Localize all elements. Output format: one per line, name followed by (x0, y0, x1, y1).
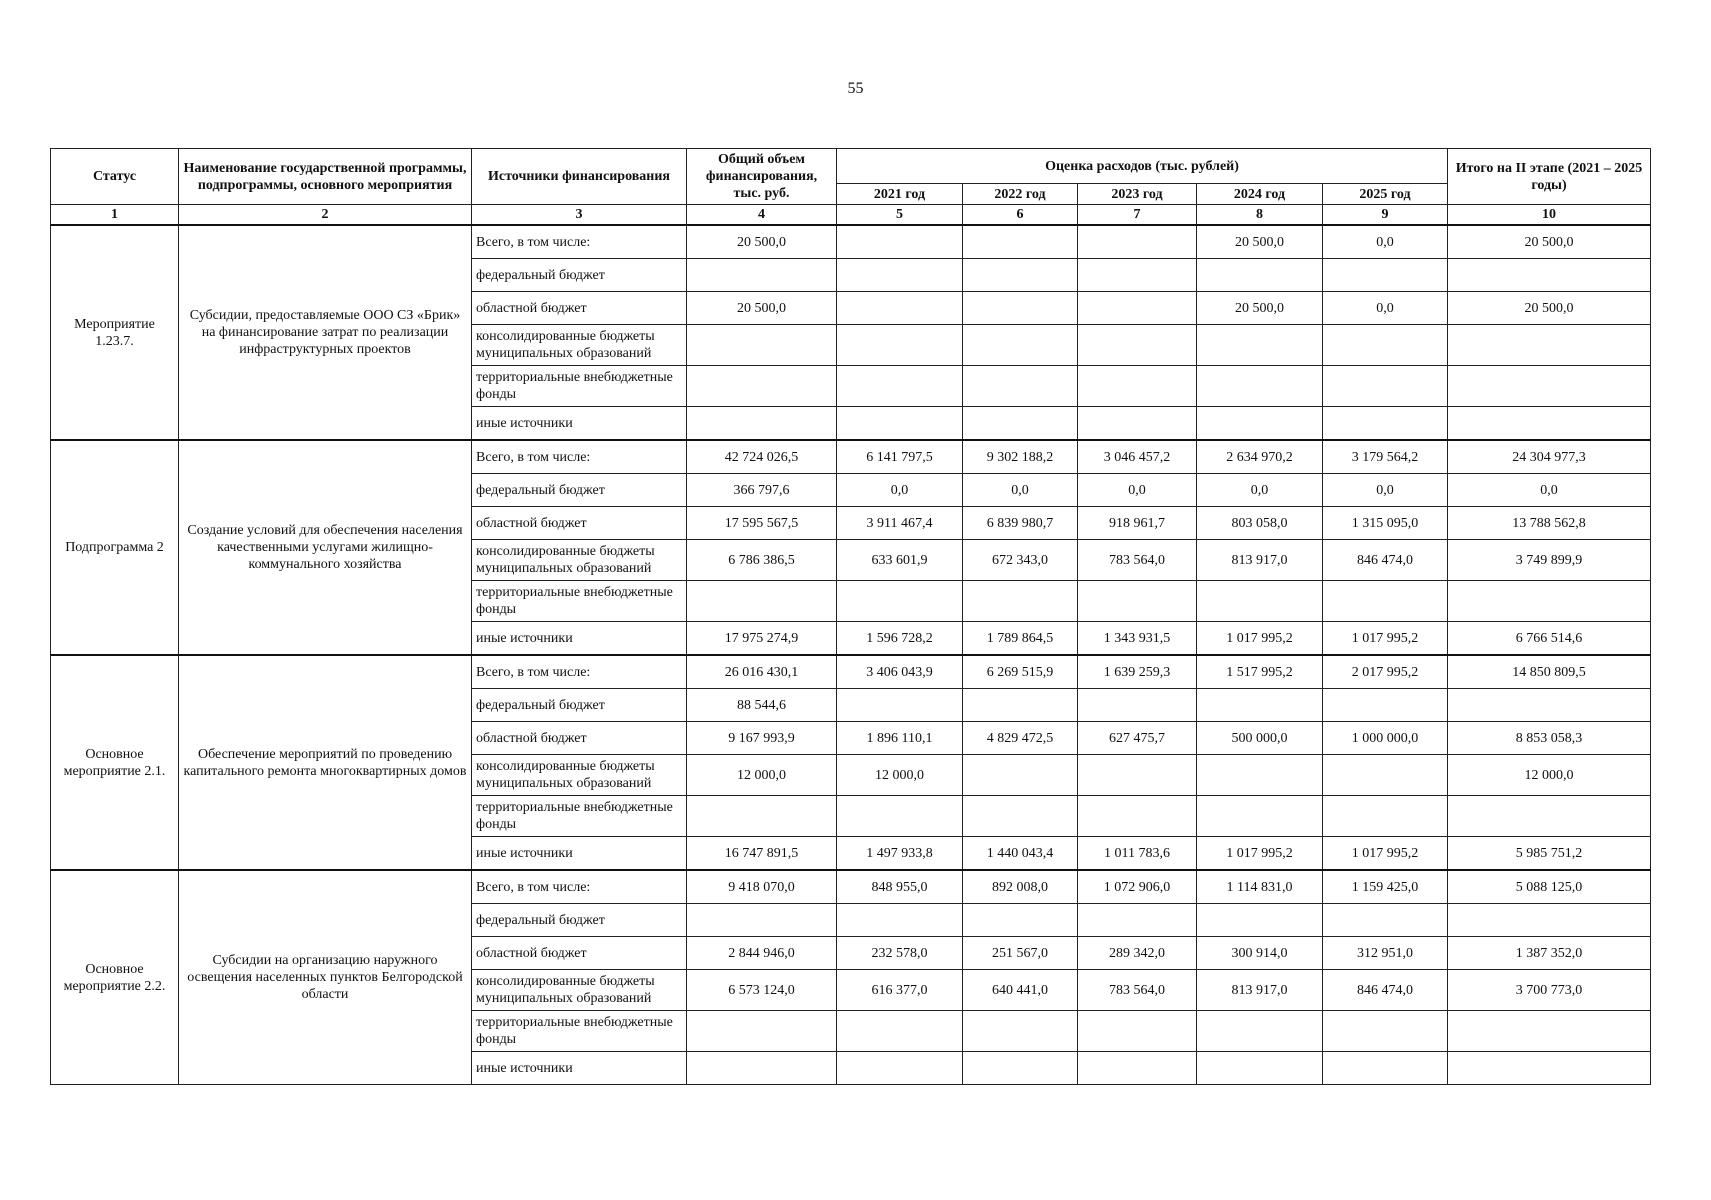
value-cell: 0,0 (1323, 474, 1448, 507)
header-year: 2024 год (1197, 184, 1323, 205)
value-cell: 42 724 026,5 (687, 440, 837, 474)
value-cell: 6 573 124,0 (687, 970, 837, 1011)
value-cell (837, 689, 963, 722)
status-cell: Мероприятие 1.23.7. (51, 225, 179, 440)
value-cell (1323, 366, 1448, 407)
program-name-cell: Обеспечение мероприятий по проведению капитального ремонта многоквартирных домов (179, 655, 472, 870)
value-cell: 627 475,7 (1078, 722, 1197, 755)
value-cell: 640 441,0 (963, 970, 1078, 1011)
value-cell (963, 259, 1078, 292)
value-cell: 1 000 000,0 (1323, 722, 1448, 755)
value-cell: 17 975 274,9 (687, 622, 837, 656)
value-cell (837, 366, 963, 407)
value-cell (1078, 1052, 1197, 1085)
value-cell (963, 904, 1078, 937)
value-cell: 17 595 567,5 (687, 507, 837, 540)
value-cell (963, 1011, 1078, 1052)
value-cell (837, 1052, 963, 1085)
value-cell: 813 917,0 (1197, 970, 1323, 1011)
value-cell (687, 1011, 837, 1052)
value-cell (837, 904, 963, 937)
header-year: 2021 год (837, 184, 963, 205)
header-year: 2023 год (1078, 184, 1197, 205)
value-cell: 0,0 (1323, 225, 1448, 259)
value-cell: 0,0 (837, 474, 963, 507)
value-cell: 13 788 562,8 (1448, 507, 1651, 540)
value-cell (1078, 581, 1197, 622)
value-cell: 20 500,0 (1197, 225, 1323, 259)
value-cell: 5 985 751,2 (1448, 837, 1651, 871)
funding-source-cell: Всего, в том числе: (472, 870, 687, 904)
column-number: 9 (1323, 205, 1448, 226)
funding-source-cell: Всего, в том числе: (472, 655, 687, 689)
value-cell: 12 000,0 (687, 755, 837, 796)
funding-source-cell: иные источники (472, 1052, 687, 1085)
value-cell: 0,0 (1323, 292, 1448, 325)
funding-source-cell: иные источники (472, 837, 687, 871)
value-cell: 846 474,0 (1323, 540, 1448, 581)
value-cell (1448, 1052, 1651, 1085)
value-cell (1197, 1052, 1323, 1085)
funding-source-cell: консолидированные бюджеты муниципальных образований (472, 970, 687, 1011)
funding-source-cell: иные источники (472, 407, 687, 441)
value-cell: 251 567,0 (963, 937, 1078, 970)
value-cell (1448, 366, 1651, 407)
value-cell: 6 141 797,5 (837, 440, 963, 474)
value-cell (1323, 904, 1448, 937)
value-cell: 20 500,0 (1448, 292, 1651, 325)
funding-source-cell: Всего, в том числе: (472, 440, 687, 474)
funding-source-cell: Всего, в том числе: (472, 225, 687, 259)
value-cell: 20 500,0 (687, 225, 837, 259)
value-cell: 4 829 472,5 (963, 722, 1078, 755)
value-cell: 300 914,0 (1197, 937, 1323, 970)
value-cell (963, 225, 1078, 259)
value-cell: 1 011 783,6 (1078, 837, 1197, 871)
value-cell (687, 581, 837, 622)
funding-source-cell: консолидированные бюджеты муниципальных образований (472, 540, 687, 581)
value-cell (963, 689, 1078, 722)
value-cell: 1 017 995,2 (1323, 622, 1448, 656)
value-cell (963, 407, 1078, 441)
header-stage-total: Итого на II этапе (2021 – 2025 годы) (1448, 149, 1651, 205)
value-cell: 1 896 110,1 (837, 722, 963, 755)
value-cell (1197, 407, 1323, 441)
value-cell: 500 000,0 (1197, 722, 1323, 755)
value-cell (1448, 904, 1651, 937)
value-cell: 1 017 995,2 (1197, 622, 1323, 656)
value-cell: 2 634 970,2 (1197, 440, 1323, 474)
column-number: 8 (1197, 205, 1323, 226)
section-block (51, 440, 1651, 655)
value-cell (963, 1052, 1078, 1085)
value-cell: 232 578,0 (837, 937, 963, 970)
column-number: 3 (472, 205, 687, 226)
value-cell (837, 407, 963, 441)
value-cell: 1 789 864,5 (963, 622, 1078, 656)
value-cell (963, 292, 1078, 325)
funding-source-cell: территориальные внебюджетные фонды (472, 1011, 687, 1052)
value-cell (687, 259, 837, 292)
value-cell (687, 1052, 837, 1085)
value-cell: 3 700 773,0 (1448, 970, 1651, 1011)
section-block (51, 870, 1651, 1085)
value-cell (1323, 1052, 1448, 1085)
value-cell: 26 016 430,1 (687, 655, 837, 689)
status-cell: Основное мероприятие 2.1. (51, 655, 179, 870)
value-cell (1078, 755, 1197, 796)
value-cell: 1 387 352,0 (1448, 937, 1651, 970)
value-cell (837, 292, 963, 325)
value-cell (1078, 1011, 1197, 1052)
value-cell: 289 342,0 (1078, 937, 1197, 970)
value-cell: 9 418 070,0 (687, 870, 837, 904)
value-cell: 2 017 995,2 (1323, 655, 1448, 689)
value-cell: 846 474,0 (1323, 970, 1448, 1011)
value-cell: 0,0 (1197, 474, 1323, 507)
value-cell (837, 259, 963, 292)
value-cell (1078, 904, 1197, 937)
value-cell (1197, 796, 1323, 837)
value-cell (837, 1011, 963, 1052)
value-cell (1448, 581, 1651, 622)
column-number: 7 (1078, 205, 1197, 226)
value-cell: 892 008,0 (963, 870, 1078, 904)
column-number: 4 (687, 205, 837, 226)
value-cell: 8 853 058,3 (1448, 722, 1651, 755)
value-cell (1448, 325, 1651, 366)
value-cell: 3 046 457,2 (1078, 440, 1197, 474)
value-cell (1197, 689, 1323, 722)
value-cell: 0,0 (963, 474, 1078, 507)
value-cell: 12 000,0 (1448, 755, 1651, 796)
value-cell (1078, 796, 1197, 837)
value-cell: 1 072 906,0 (1078, 870, 1197, 904)
value-cell: 1 017 995,2 (1323, 837, 1448, 871)
status-cell: Подпрограмма 2 (51, 440, 179, 655)
status-cell: Основное мероприятие 2.2. (51, 870, 179, 1085)
value-cell: 2 844 946,0 (687, 937, 837, 970)
value-cell (1078, 292, 1197, 325)
value-cell (687, 325, 837, 366)
funding-source-cell: территориальные внебюджетные фонды (472, 581, 687, 622)
value-cell (1448, 1011, 1651, 1052)
value-cell: 783 564,0 (1078, 970, 1197, 1011)
program-name-cell: Субсидии на организацию наружного освещения населенных пунктов Белгородской области (179, 870, 472, 1085)
value-cell: 20 500,0 (1197, 292, 1323, 325)
value-cell (1448, 796, 1651, 837)
funding-source-cell: иные источники (472, 622, 687, 656)
value-cell (963, 325, 1078, 366)
value-cell: 20 500,0 (1448, 225, 1651, 259)
funding-source-cell: консолидированные бюджеты муниципальных образований (472, 325, 687, 366)
value-cell (1448, 407, 1651, 441)
value-cell (1197, 581, 1323, 622)
header-year: 2022 год (963, 184, 1078, 205)
value-cell: 1 517 995,2 (1197, 655, 1323, 689)
value-cell (1197, 904, 1323, 937)
value-cell: 848 955,0 (837, 870, 963, 904)
value-cell: 3 911 467,4 (837, 507, 963, 540)
value-cell (1078, 259, 1197, 292)
value-cell: 312 951,0 (1323, 937, 1448, 970)
funding-source-cell: территориальные внебюджетные фонды (472, 796, 687, 837)
value-cell: 9 302 188,2 (963, 440, 1078, 474)
table-row (51, 655, 1651, 689)
value-cell (1323, 581, 1448, 622)
value-cell (963, 755, 1078, 796)
page-number: 55 (847, 80, 864, 97)
value-cell: 0,0 (1078, 474, 1197, 507)
header-total: Общий объем финансирования, тыс. руб. (687, 149, 837, 205)
value-cell: 6 766 514,6 (1448, 622, 1651, 656)
value-cell (963, 796, 1078, 837)
value-cell: 6 786 386,5 (687, 540, 837, 581)
column-number-row (51, 205, 1651, 226)
value-cell: 1 114 831,0 (1197, 870, 1323, 904)
value-cell: 3 749 899,9 (1448, 540, 1651, 581)
value-cell: 783 564,0 (1078, 540, 1197, 581)
value-cell (837, 796, 963, 837)
value-cell: 813 917,0 (1197, 540, 1323, 581)
section-block (51, 655, 1651, 870)
table-row (51, 225, 1651, 259)
value-cell: 1 343 931,5 (1078, 622, 1197, 656)
value-cell (1078, 407, 1197, 441)
header-estimate: Оценка расходов (тыс. рублей) (837, 149, 1448, 184)
section-block (51, 225, 1651, 440)
funding-source-cell: областной бюджет (472, 937, 687, 970)
funding-source-cell: федеральный бюджет (472, 474, 687, 507)
table-row (51, 440, 1651, 474)
value-cell: 3 406 043,9 (837, 655, 963, 689)
value-cell (1323, 407, 1448, 441)
value-cell: 1 017 995,2 (1197, 837, 1323, 871)
header-year: 2025 год (1323, 184, 1448, 205)
program-name-cell: Субсидии, предоставляемые ООО СЗ «Брик» на финансирование затрат по реализации инфраструктурных проектов (179, 225, 472, 440)
header-status: Статус (51, 149, 179, 205)
value-cell: 1 639 259,3 (1078, 655, 1197, 689)
header-name: Наименование государственной программы, подпрограммы, основного мероприятия (179, 149, 472, 205)
column-number: 5 (837, 205, 963, 226)
value-cell (1323, 1011, 1448, 1052)
value-cell: 6 839 980,7 (963, 507, 1078, 540)
funding-source-cell: федеральный бюджет (472, 904, 687, 937)
value-cell (687, 904, 837, 937)
value-cell: 1 440 043,4 (963, 837, 1078, 871)
value-cell: 24 304 977,3 (1448, 440, 1651, 474)
value-cell (1197, 755, 1323, 796)
funding-source-cell: областной бюджет (472, 722, 687, 755)
value-cell: 3 179 564,2 (1323, 440, 1448, 474)
value-cell (963, 366, 1078, 407)
value-cell (1078, 225, 1197, 259)
value-cell: 16 747 891,5 (687, 837, 837, 871)
value-cell (1197, 325, 1323, 366)
value-cell: 918 961,7 (1078, 507, 1197, 540)
value-cell (1323, 796, 1448, 837)
value-cell (837, 325, 963, 366)
value-cell: 672 343,0 (963, 540, 1078, 581)
value-cell (837, 225, 963, 259)
value-cell: 20 500,0 (687, 292, 837, 325)
value-cell: 14 850 809,5 (1448, 655, 1651, 689)
value-cell (963, 581, 1078, 622)
funding-source-cell: областной бюджет (472, 507, 687, 540)
funding-source-cell: федеральный бюджет (472, 689, 687, 722)
value-cell: 5 088 125,0 (1448, 870, 1651, 904)
value-cell (1197, 366, 1323, 407)
value-cell: 1 159 425,0 (1323, 870, 1448, 904)
column-number: 2 (179, 205, 472, 226)
value-cell (1323, 755, 1448, 796)
financing-table (50, 148, 1651, 1085)
table-header (51, 149, 1651, 226)
value-cell: 6 269 515,9 (963, 655, 1078, 689)
value-cell (837, 581, 963, 622)
value-cell: 0,0 (1448, 474, 1651, 507)
value-cell: 616 377,0 (837, 970, 963, 1011)
value-cell (1078, 689, 1197, 722)
value-cell: 633 601,9 (837, 540, 963, 581)
funding-source-cell: консолидированные бюджеты муниципальных образований (472, 755, 687, 796)
value-cell: 1 596 728,2 (837, 622, 963, 656)
value-cell (1323, 689, 1448, 722)
value-cell: 9 167 993,9 (687, 722, 837, 755)
value-cell (687, 407, 837, 441)
value-cell (687, 796, 837, 837)
value-cell: 366 797,6 (687, 474, 837, 507)
value-cell (1448, 689, 1651, 722)
column-number: 6 (963, 205, 1078, 226)
value-cell (687, 366, 837, 407)
column-number: 10 (1448, 205, 1651, 226)
funding-source-cell: областной бюджет (472, 292, 687, 325)
program-name-cell: Создание условий для обеспечения населения качественными услугами жилищно-коммунального хозяйства (179, 440, 472, 655)
column-number: 1 (51, 205, 179, 226)
value-cell: 1 497 933,8 (837, 837, 963, 871)
value-cell (1323, 325, 1448, 366)
value-cell (1197, 259, 1323, 292)
value-cell: 12 000,0 (837, 755, 963, 796)
value-cell (1078, 325, 1197, 366)
header-source: Источники финансирования (472, 149, 687, 205)
value-cell (1448, 259, 1651, 292)
value-cell (1323, 259, 1448, 292)
value-cell: 803 058,0 (1197, 507, 1323, 540)
value-cell (1197, 1011, 1323, 1052)
value-cell (1078, 366, 1197, 407)
funding-source-cell: федеральный бюджет (472, 259, 687, 292)
table-row (51, 870, 1651, 904)
value-cell: 1 315 095,0 (1323, 507, 1448, 540)
funding-source-cell: территориальные внебюджетные фонды (472, 366, 687, 407)
value-cell: 88 544,6 (687, 689, 837, 722)
